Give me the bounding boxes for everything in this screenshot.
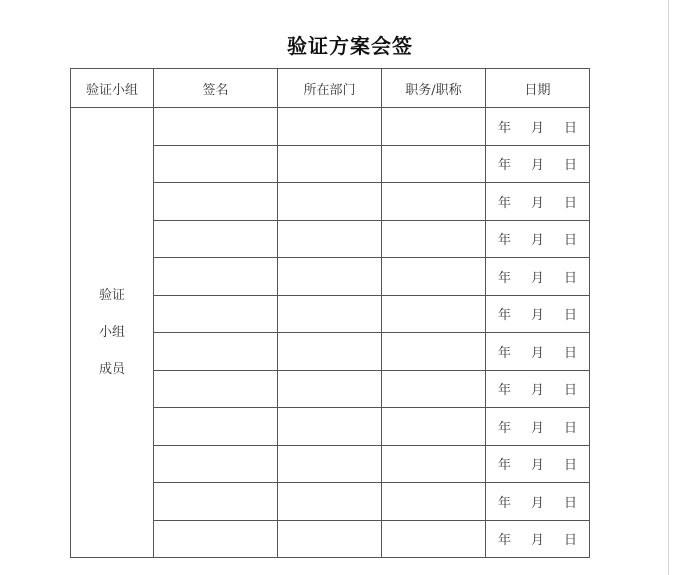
position-cell[interactable]	[382, 258, 486, 296]
department-cell[interactable]	[278, 108, 382, 146]
table-body	[71, 108, 590, 558]
signature-cell[interactable]	[154, 108, 278, 146]
signature-cell[interactable]	[154, 408, 278, 446]
date-unit-day: 日	[564, 308, 578, 324]
header-department: 所在部门	[278, 69, 382, 108]
date-unit-year: 年	[497, 233, 511, 249]
header-group: 验证小组	[71, 69, 154, 108]
position-cell[interactable]	[382, 108, 486, 146]
date-unit-month: 月	[530, 195, 544, 211]
sign-off-table	[70, 68, 590, 558]
date-cell[interactable]	[486, 258, 590, 296]
date-unit-day: 日	[564, 158, 578, 174]
department-cell[interactable]	[278, 258, 382, 296]
position-cell[interactable]	[382, 145, 486, 183]
position-cell[interactable]	[382, 333, 486, 371]
date-unit-year: 年	[497, 195, 511, 211]
table-row	[71, 108, 590, 146]
date-unit-year: 年	[497, 270, 511, 286]
department-cell[interactable]	[278, 333, 382, 371]
signature-cell[interactable]	[154, 520, 278, 558]
date-unit-year: 年	[497, 383, 511, 399]
date-unit-year: 年	[497, 458, 511, 474]
signature-cell[interactable]	[154, 145, 278, 183]
date-cell[interactable]	[486, 108, 590, 146]
date-unit-day: 日	[564, 233, 578, 249]
department-cell[interactable]	[278, 183, 382, 221]
group-label-line: 验证	[98, 288, 125, 303]
signature-cell[interactable]	[154, 483, 278, 521]
date-unit-month: 月	[530, 158, 544, 174]
date-unit-month: 月	[530, 495, 544, 511]
date-cell[interactable]	[486, 220, 590, 258]
position-cell[interactable]	[382, 295, 486, 333]
signature-cell[interactable]	[154, 370, 278, 408]
date-cell[interactable]	[486, 520, 590, 558]
date-unit-year: 年	[497, 120, 511, 136]
date-cell[interactable]	[486, 408, 590, 446]
date-unit-month: 月	[530, 308, 544, 324]
date-unit-day: 日	[564, 345, 578, 361]
page-title: 验证方案会签	[287, 34, 413, 58]
header-position: 职务/职称	[382, 69, 486, 108]
date-unit-day: 日	[564, 420, 578, 436]
position-cell[interactable]	[382, 445, 486, 483]
date-unit-month: 月	[530, 345, 544, 361]
department-cell[interactable]	[278, 408, 382, 446]
signature-cell[interactable]	[154, 220, 278, 258]
position-cell[interactable]	[382, 220, 486, 258]
group-label-line: 小组	[98, 325, 125, 340]
date-unit-year: 年	[497, 158, 511, 174]
department-cell[interactable]	[278, 483, 382, 521]
position-cell[interactable]	[382, 483, 486, 521]
group-label-line: 成员	[98, 362, 125, 377]
position-cell[interactable]	[382, 520, 486, 558]
department-cell[interactable]	[278, 295, 382, 333]
date-unit-day: 日	[564, 383, 578, 399]
date-cell[interactable]	[486, 445, 590, 483]
date-unit-month: 月	[530, 233, 544, 249]
department-cell[interactable]	[278, 445, 382, 483]
signature-cell[interactable]	[154, 333, 278, 371]
date-unit-month: 月	[530, 458, 544, 474]
group-members-cell	[71, 108, 154, 558]
header-signature: 签名	[154, 69, 278, 108]
date-unit-month: 月	[530, 270, 544, 286]
date-cell[interactable]	[486, 295, 590, 333]
date-unit-day: 日	[564, 458, 578, 474]
signature-cell[interactable]	[154, 258, 278, 296]
date-cell[interactable]	[486, 370, 590, 408]
position-cell[interactable]	[382, 370, 486, 408]
date-unit-month: 月	[530, 120, 544, 136]
date-unit-year: 年	[497, 345, 511, 361]
date-unit-day: 日	[564, 195, 578, 211]
date-unit-day: 日	[564, 120, 578, 136]
date-unit-day: 日	[564, 270, 578, 286]
date-unit-day: 日	[564, 533, 578, 549]
department-cell[interactable]	[278, 220, 382, 258]
signature-cell[interactable]	[154, 295, 278, 333]
position-cell[interactable]	[382, 408, 486, 446]
date-cell[interactable]	[486, 483, 590, 521]
header-date: 日期	[486, 69, 590, 108]
date-cell[interactable]	[486, 333, 590, 371]
position-cell[interactable]	[382, 183, 486, 221]
date-unit-year: 年	[497, 495, 511, 511]
date-unit-year: 年	[497, 420, 511, 436]
signature-cell[interactable]	[154, 183, 278, 221]
date-cell[interactable]	[486, 183, 590, 221]
date-unit-month: 月	[530, 533, 544, 549]
date-unit-year: 年	[497, 533, 511, 549]
date-cell[interactable]	[486, 145, 590, 183]
department-cell[interactable]	[278, 145, 382, 183]
date-unit-year: 年	[497, 308, 511, 324]
signature-cell[interactable]	[154, 445, 278, 483]
group-members-label	[71, 277, 153, 388]
table-header-row	[71, 69, 590, 108]
date-unit-day: 日	[564, 495, 578, 511]
department-cell[interactable]	[278, 370, 382, 408]
date-unit-month: 月	[530, 383, 544, 399]
date-unit-month: 月	[530, 420, 544, 436]
page-edge-line	[668, 0, 669, 575]
department-cell[interactable]	[278, 520, 382, 558]
